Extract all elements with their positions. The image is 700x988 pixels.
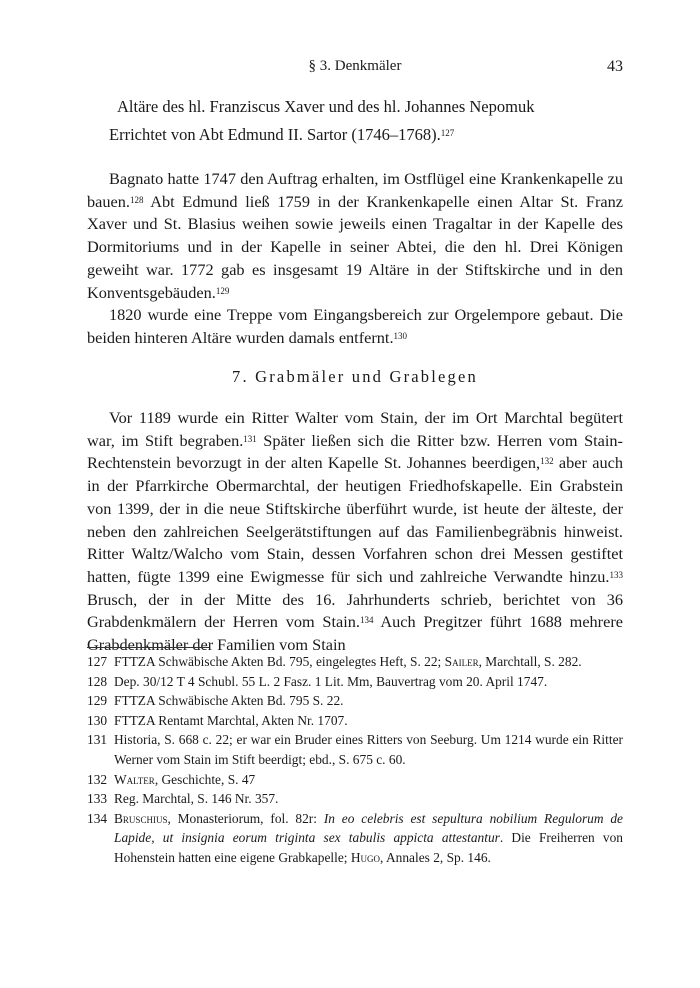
footnote-ref-128: 128	[129, 194, 144, 205]
author-name: Hugo	[350, 849, 381, 865]
footnotes	[87, 652, 623, 868]
footnote-ref-133: 133	[609, 569, 623, 580]
body-block-1	[87, 168, 623, 350]
altar-heading: Altäre des hl. Franziscus Xaver und des hl. Johannes Nepomuk	[117, 97, 535, 116]
footnote	[87, 789, 623, 809]
paragraph-grabmaeler	[87, 407, 623, 657]
running-head: § 3. Denkmäler	[308, 58, 402, 74]
footnote-segment: , Marchtall, S. 282.	[478, 654, 582, 669]
para1-text-1: Bagnato hatte 1747 den Auftrag erhalten, im Ostflügel eine Krankenkapelle zu bauen.	[87, 169, 623, 211]
paragraph-krankenkapelle	[87, 168, 623, 304]
footnote-number: 133	[87, 791, 108, 807]
footnote-text	[114, 770, 623, 790]
altar-subheading-text: Errichtet von Abt Edmund II. Sartor (1746–1768).	[109, 125, 441, 144]
footnote-segment: , Geschichte, S. 47	[154, 771, 256, 787]
footnote	[87, 730, 623, 769]
footnote-segment: , Monasteriorum, fol. 82r:	[167, 810, 324, 826]
footnote-ref-127: 127	[440, 128, 455, 138]
body-block-2	[87, 407, 623, 657]
footnote-segment: . Die Freiherren von Hohenstein hatten eine eigene Grabkapelle;	[114, 830, 623, 865]
author-name: Bruschius	[114, 810, 168, 826]
para3-text-5: Auch Pregitzer führt 1688 mehrere Grabdenkmäler der Familien vom Stain	[87, 612, 623, 655]
footnote-text: FTTZA Rentamt Marchtal, Akten Nr. 1707.	[114, 712, 348, 728]
para2-text-1: 1820 wurde eine Treppe vom Eingangsbereich zur Orgelempore gebaut. Die beiden hinteren Altäre wurden damals entfernt.	[87, 305, 623, 347]
footnote-ref-131: 131	[243, 433, 257, 444]
footnote	[87, 672, 623, 692]
footnote-ref-132: 132	[540, 456, 554, 467]
footnote	[87, 809, 623, 868]
footnote-ref-134: 134	[359, 615, 374, 626]
footnote-ref-129: 129	[215, 285, 230, 296]
para3-text-4: Brusch, der in der Mitte des 16. Jahrhunderts schrieb, berichtet von 36 Grabdenkmälern der Herren vom Stain.	[87, 589, 623, 632]
author-name: Walter	[114, 771, 155, 787]
footnote-number: 127	[87, 654, 108, 669]
section-title: 7. Grabmäler und Grablegen	[232, 367, 478, 386]
paragraph-treppe	[87, 304, 623, 349]
footnote	[87, 770, 623, 790]
footnote-number: 134	[87, 810, 108, 826]
footnote-text	[114, 652, 623, 672]
footnote-text: Dep. 30/12 T 4 Schubl. 55 L. 2 Fasz. 1 Lit. Mm, Bauvertrag vom 20. April 1747.	[114, 673, 548, 689]
footnote	[87, 691, 623, 711]
footnote-text	[114, 809, 623, 868]
page-header	[87, 58, 623, 82]
footnote-segment: , Annales 2, Sp. 146.	[380, 849, 491, 865]
footnote	[87, 711, 623, 731]
footnote-number: 131	[87, 732, 108, 748]
footnote-number: 130	[87, 712, 108, 728]
page-number: 43	[607, 58, 623, 75]
footnote-text: Historia, S. 668 c. 22; er war ein Bruder eines Ritters von Seeburg. Um 1214 wurde ein Ritter Werner vom Stain im Stift beerdigt; ebd., S. 675 c. 60.	[114, 732, 623, 767]
para3-text-3: aber auch in der Pfarrkirche Obermarchtal, der heutigen Friedhofskapelle. Ein Grabstein von 1399, der in die neue Stiftskirche überführt wurde, ist heute der älteste, der neben den zahlreichen Seelgerätstiftungen auf das Familienbegräbnis hinweist. Ritter Waltz/Walcho vom Stain, dessen Vorfahren schon drei Messen gestiftet hatten, fügte 1399 eine Ewigmesse für sich und zahlreiche Verwandte hinzu.	[87, 453, 623, 586]
altar-subheading	[109, 124, 454, 146]
footnote-ref-130: 130	[393, 330, 408, 341]
para3-text-2: Später ließen sich die Ritter bzw. Herren vom Stain-Rechtenstein bevorzugt in der alten Kapelle St. Johannes beerdigen,	[87, 430, 623, 473]
para1-text-2: Abt Edmund ließ 1759 in der Krankenkapelle einen Altar St. Franz Xaver und St. Blasius weihen sowie jeweils einen Tragaltar in der Kapelle des Dormitoriums und in der Kapelle in seiner Abtei, die den hl. Drei Königen geweiht war. 1772 gab es insgesamt 19 Altäre in der Stiftskirche und in den Konventsgebäuden.	[87, 191, 623, 302]
author-name: Sailer	[444, 654, 479, 669]
latin-quote: In eo celebris est sepultura nobilium Regulorum de Lapide, ut insignia eorum triginta sex tabulis appicta attestantur	[114, 810, 623, 846]
footnote-text: FTTZA Schwäbische Akten Bd. 795 S. 22.	[114, 693, 344, 709]
footnote-number: 128	[87, 673, 108, 689]
para3-text-1: Vor 1189 wurde ein Ritter Walter vom Stain, der im Ort Marchtal begütert war, im Stift begraben.	[87, 408, 623, 450]
footnote-rule	[87, 647, 209, 648]
footnote-number: 129	[87, 693, 108, 709]
footnote	[87, 652, 623, 672]
footnote-number: 132	[87, 771, 108, 787]
footnote-text: Reg. Marchtal, S. 146 Nr. 357.	[114, 791, 279, 807]
footnote-segment: FTTZA Schwäbische Akten Bd. 795, eingelegtes Heft, S. 22;	[114, 654, 445, 669]
